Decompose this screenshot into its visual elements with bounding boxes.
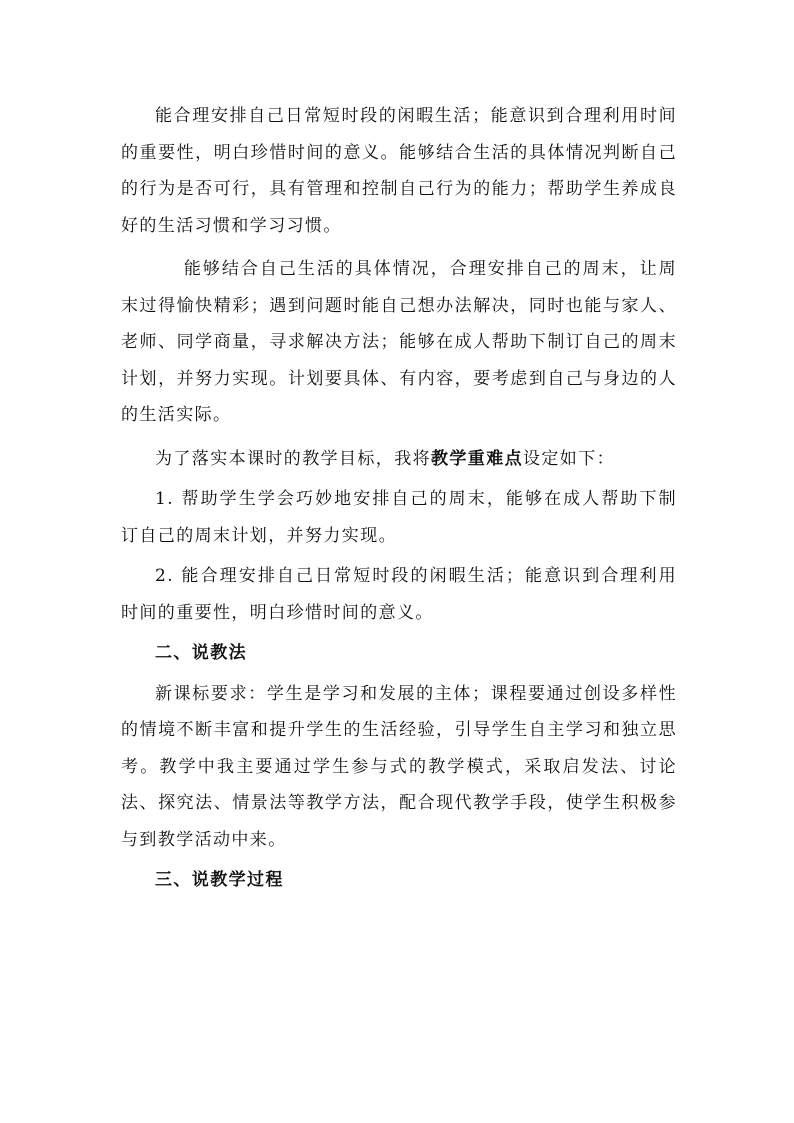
paragraph-goals-1: 能合理安排自己日常短时段的闲暇生活；能意识到合理利用时间的重要性，明白珍惜时间的意义。能够结合生活的具体情况判断自己的行为是否可行，具有管理和控制自己行为的能力；帮助学生养成良好的生活习惯和学习习惯。: [121, 106, 677, 236]
key-points-emphasis: 教学重难点: [431, 448, 523, 469]
key-points-intro-tail: 设定如下：: [523, 448, 615, 469]
paragraph-teaching-methods: 新课标要求：学生是学习和发展的主体；课程要通过创设多样性的情境不断丰富和提升学生的生活经验，引导学生自主学习和独立思考。教学中我主要通过学生参与式的教学模式，采取启发法、讨论法、探究法、情景法等教学方法，配合现代教学手段，使学生积极参与到教学活动中来。: [121, 683, 677, 850]
key-point-item-2: 2. 能合理安排自己日常短时段的闲暇生活；能意识到合理利用时间的重要性，明白珍惜时间的意义。: [121, 566, 677, 623]
paragraph-key-points-intro: [121, 441, 677, 478]
document-body: [121, 98, 677, 899]
section-heading-teaching-process: 三、说教学过程: [155, 870, 284, 890]
key-points-intro-text: 为了落实本课时的教学目标，我将: [155, 448, 431, 469]
section-heading-teaching-methods: 二、说教法: [155, 643, 247, 663]
paragraph-goals-2: 能够结合自己生活的具体情况，合理安排自己的周末，让周末过得愉快精彩；遇到问题时能自己想办法解决，同时也能与家人、老师、同学商量，寻求解决方法；能够在成人帮助下制订自己的周末计划，并努力实现。计划要具体、有内容，要考虑到自己与身边的人的生活实际。: [121, 259, 677, 425]
key-point-item-1: 1. 帮助学生学会巧妙地安排自己的周末，能够在成人帮助下制订自己的周末计划，并努力实现。: [121, 489, 677, 546]
